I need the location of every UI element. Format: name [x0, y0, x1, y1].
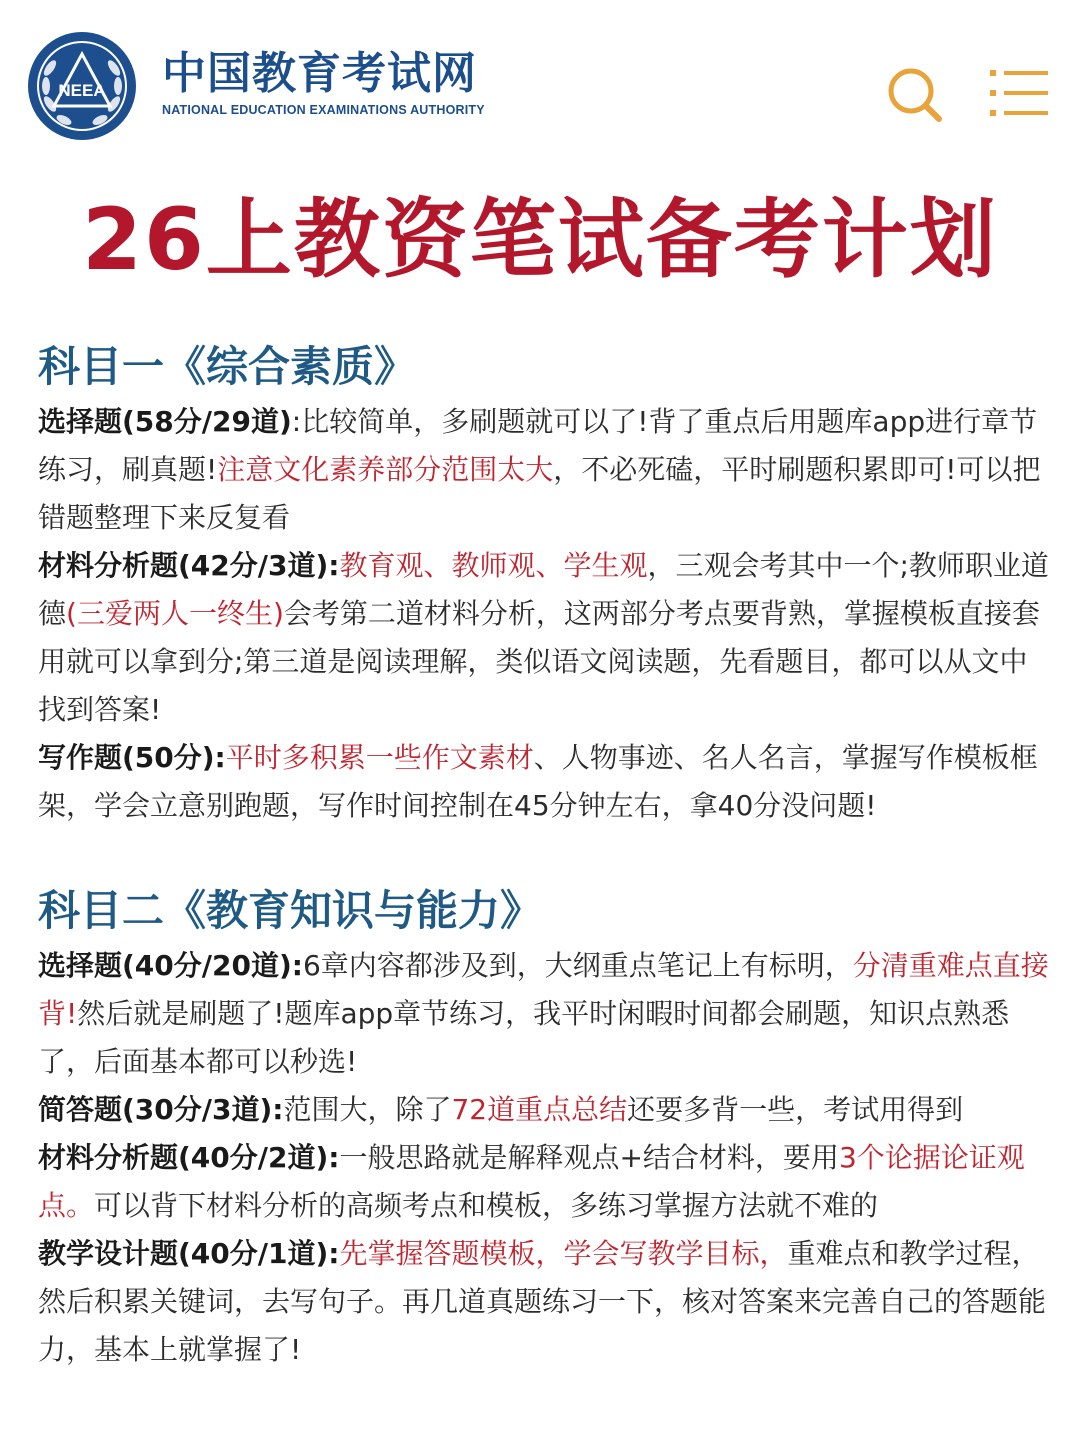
body-text: 还要多背一些，考试用得到	[627, 1093, 964, 1126]
section-gap	[38, 830, 1050, 880]
question-type-paragraph	[38, 398, 1050, 542]
highlight-text: 先掌握答题模板，学会写教学目标，	[339, 1237, 788, 1270]
question-type-paragraph	[38, 1134, 1050, 1230]
site-header	[0, 0, 1080, 160]
logo-text: NEEA	[58, 81, 106, 100]
body-text: ，三观会考其中一个;教师职业道德	[38, 549, 1049, 630]
question-type-label: 简答题(30分/3道):	[38, 1093, 284, 1126]
body-text: 会考第二道材料分析，这两部分考点要背熟，掌握模板直接套用就可以拿到分;第三道是阅读理解，类似语文阅读题，先看题目，都可以从文中找到答案!	[38, 597, 1040, 726]
highlight-text: 注意文化素养部分范围太大	[217, 453, 554, 486]
question-type-label: 教学设计题(40分/1道):	[38, 1237, 340, 1270]
highlight-text: (三爱两人一终生)	[66, 597, 284, 630]
body-text: 范围大，除了	[283, 1093, 452, 1126]
brand[interactable]	[162, 48, 485, 118]
body-text: 重难点和教学过程，然后积累关键词，去写句子。再几道真题练习一下，核对答案来完善自己的答题能力，基本上就掌握了!	[38, 1237, 1047, 1366]
question-type-paragraph	[38, 1230, 1050, 1374]
menu-icon[interactable]	[990, 66, 1048, 120]
section-title: 科目二《教育知识与能力》	[38, 886, 543, 935]
search-icon[interactable]	[884, 64, 944, 124]
body-text: 然后就是刷题了!题库app章节练习，我平时闲暇时间都会刷题，知识点熟悉了，后面基本都可以秒选!	[38, 997, 1010, 1078]
highlight-text: 3个论据论证观点。	[38, 1141, 1025, 1222]
question-type-paragraph	[38, 542, 1050, 734]
highlight-text: 72道重点总结	[451, 1093, 628, 1126]
section-title: 科目一《综合素质》	[38, 342, 417, 391]
highlight-text: 教育观、教师观、学生观	[339, 549, 648, 582]
site-name-cn: 中国教育考试网	[162, 48, 477, 99]
highlight-text: 分清重难点直接背!	[38, 949, 1049, 1030]
body-text: 、人物事迹、名人名言，掌握写作模板框架，学会立意别跑题，写作时间控制在45分钟左右，拿40分没问题!	[38, 741, 1038, 822]
body-text: 6章内容都涉及到，大纲重点笔记上有标明，	[302, 949, 853, 982]
question-type-label: 选择题(58分/29道)	[38, 405, 292, 438]
study-plan-content	[38, 336, 1050, 1374]
body-text: :比较简单，多刷题就可以了!背了重点后用题库app进行章节练习，刷真题!	[38, 405, 1038, 486]
body-text: 一般思路就是解释观点+结合材料，要用	[339, 1141, 839, 1174]
body-text: ，不必死磕，平时刷题积累即可!可以把错题整理下来反复看	[38, 453, 1041, 534]
neea-logo-icon[interactable]	[26, 30, 138, 142]
question-type-label: 写作题(50分):	[38, 741, 226, 774]
question-type-label: 选择题(40分/20道):	[38, 949, 303, 982]
question-type-label: 材料分析题(42分/3道):	[38, 549, 340, 582]
site-name-en: NATIONAL EDUCATION EXAMINATIONS AUTHORITY	[162, 103, 485, 117]
page-title: 26上教资笔试备考计划	[82, 190, 998, 290]
question-type-paragraph	[38, 942, 1050, 1086]
question-type-paragraph	[38, 1086, 1050, 1134]
question-type-paragraph	[38, 734, 1050, 830]
question-type-label: 材料分析题(40分/2道):	[38, 1141, 340, 1174]
highlight-text: 平时多积累一些作文素材	[225, 741, 534, 774]
body-text: 可以背下材料分析的高频考点和模板，多练习掌握方法就不难的	[94, 1189, 879, 1222]
